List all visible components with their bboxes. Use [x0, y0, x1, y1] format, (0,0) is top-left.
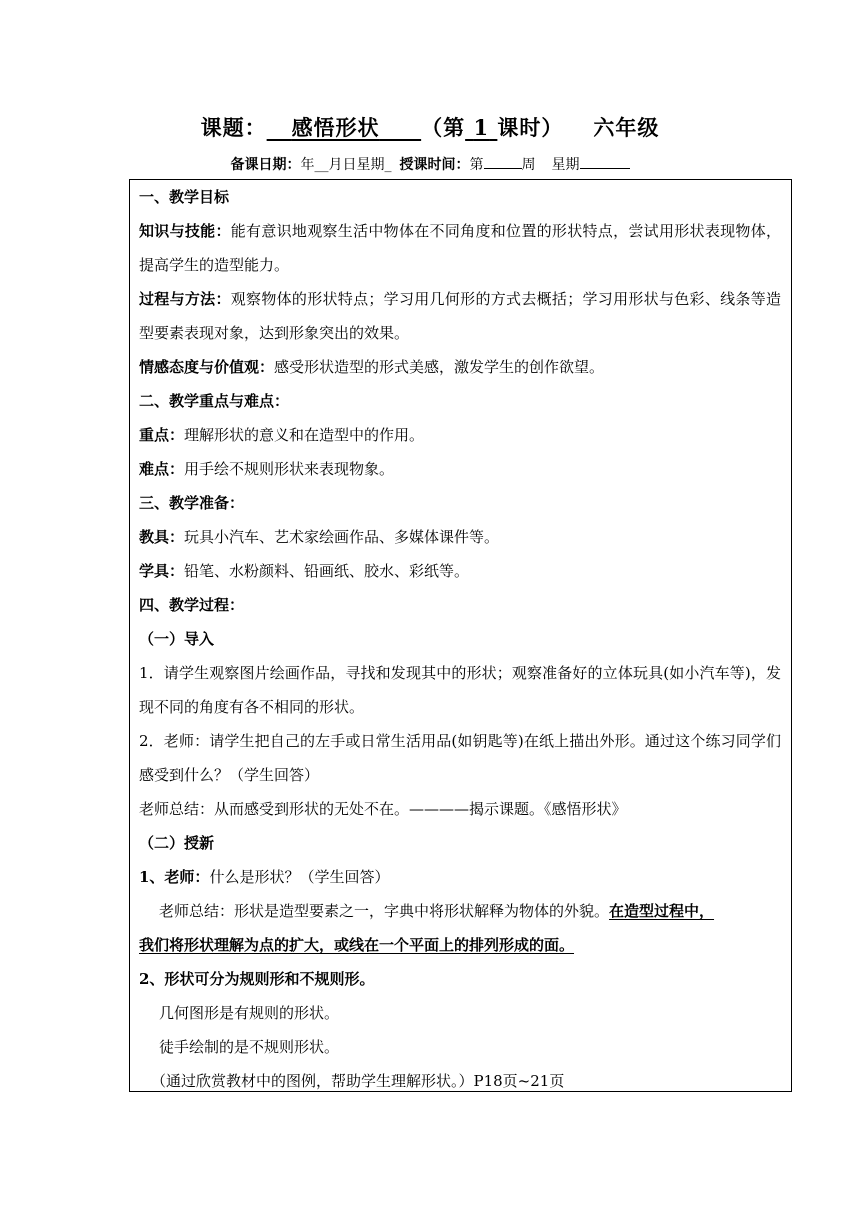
title-prefix: 课题： — [200, 115, 267, 140]
knowledge-skills — [139, 214, 781, 282]
lesson-topic: 感悟形状 — [291, 115, 380, 140]
new-lesson-heading: （二）授新 — [139, 834, 215, 852]
teaching-aids-text: 玩具小汽车、艺术家绘画作品、多媒体课件等。 — [184, 528, 500, 546]
geometric-shapes: 几何图形是有规则的形状。 — [159, 1004, 340, 1022]
difficulty-text: 用手绘不规则形状来表现物象。 — [184, 460, 395, 478]
new-step-1-text: 什么是形状？（学生回答） — [209, 868, 390, 886]
prep-date-value: 年__月日星期_ — [300, 157, 392, 173]
new-step-1-label: 1、老师： — [139, 868, 210, 886]
student-materials-text: 铅笔、水粉颜料、铅画纸、胶水、彩纸等。 — [184, 562, 470, 580]
teach-prefix: 第 — [469, 157, 484, 173]
section-objectives-heading: 一、教学目标 — [139, 188, 230, 206]
student-materials-label: 学具： — [139, 562, 185, 580]
intro-summary: 老师总结：从而感受到形状的无处不在。————揭示课题。《感悟形状》 — [139, 800, 627, 818]
lesson-open: （第 — [421, 115, 466, 140]
freehand-shapes: 徒手绘制的是不规则形状。 — [159, 1038, 340, 1056]
key-text: 理解形状的意义和在造型中的作用。 — [184, 426, 425, 444]
process-methods — [139, 282, 781, 350]
intro-heading: （一）导入 — [139, 630, 215, 648]
highlight-a: 在造型过程中， — [609, 902, 715, 920]
week-blank — [484, 156, 522, 169]
key-point — [139, 424, 781, 447]
date-line — [0, 154, 860, 174]
new-step-1 — [139, 866, 781, 889]
knowledge-text: 能有意识地观察生活中物体在不同角度和位置的形状特点，尝试用形状表现物体，提高学生的造型能力。 — [139, 222, 781, 274]
prep-date-label: 备课日期： — [230, 157, 301, 173]
knowledge-label: 知识与技能： — [139, 222, 231, 240]
student-materials — [139, 560, 781, 583]
day-blank — [580, 156, 630, 169]
lesson-title — [0, 112, 860, 142]
difficulty-label: 难点： — [139, 460, 185, 478]
intro-step-1: 1．请学生观察图片绘画作品，寻找和发现其中的形状；观察准备好的立体玩具(如小汽车等)，发现不同的角度有各不相同的形状。 — [139, 664, 781, 716]
emotion-label: 情感态度与价值观： — [139, 358, 275, 376]
lesson-number: 1 — [473, 115, 490, 140]
process-text: 观察物体的形状特点；学习用几何形的方式去概括；学习用形状与色彩、线条等造型要素表现对象，达到形象突出的效果。 — [139, 290, 781, 342]
grade: 六年级 — [593, 115, 660, 140]
process-label: 过程与方法： — [139, 290, 231, 308]
textbook-note: （通过欣赏教材中的图例，帮助学生理解形状。）P18页~21页 — [151, 1072, 565, 1090]
topic-underline — [267, 115, 422, 140]
section-key-points-heading: 二、教学重点与难点： — [139, 392, 290, 410]
emotion-text: 感受形状造型的形式美感，激发学生的创作欲望。 — [274, 358, 605, 376]
section-process-heading: 四、教学过程： — [139, 596, 245, 614]
lesson-close: 课时） — [497, 115, 564, 140]
teach-day: 星期 — [551, 157, 580, 173]
section-preparation-heading: 三、教学准备： — [139, 494, 245, 512]
new-step-2-heading: 2、形状可分为规则形和不规则形。 — [139, 970, 375, 988]
highlight-b: 我们将形状理解为点的扩大，或线在一个平面上的排列形成的面。 — [139, 936, 575, 954]
teach-week: 周 — [521, 157, 536, 173]
summary-text: 老师总结：形状是造型要素之一，字典中将形状解释为物体的外貌。 — [159, 902, 610, 920]
intro-step-2: 2．老师：请学生把自己的左手或日常生活用品(如钥匙等)在纸上描出外形。通过这个练习同学们感受到什么？（学生回答） — [139, 732, 781, 784]
key-label: 重点： — [139, 426, 185, 444]
emotion-values — [139, 356, 781, 379]
teaching-aids — [139, 526, 781, 549]
teaching-aids-label: 教具： — [139, 528, 185, 546]
difficulty — [139, 458, 781, 481]
lesson-plan-table — [129, 179, 792, 1092]
new-step-1-summary — [139, 894, 781, 962]
lesson-number-underline — [465, 115, 497, 140]
teach-time-label: 授课时间： — [399, 157, 470, 173]
